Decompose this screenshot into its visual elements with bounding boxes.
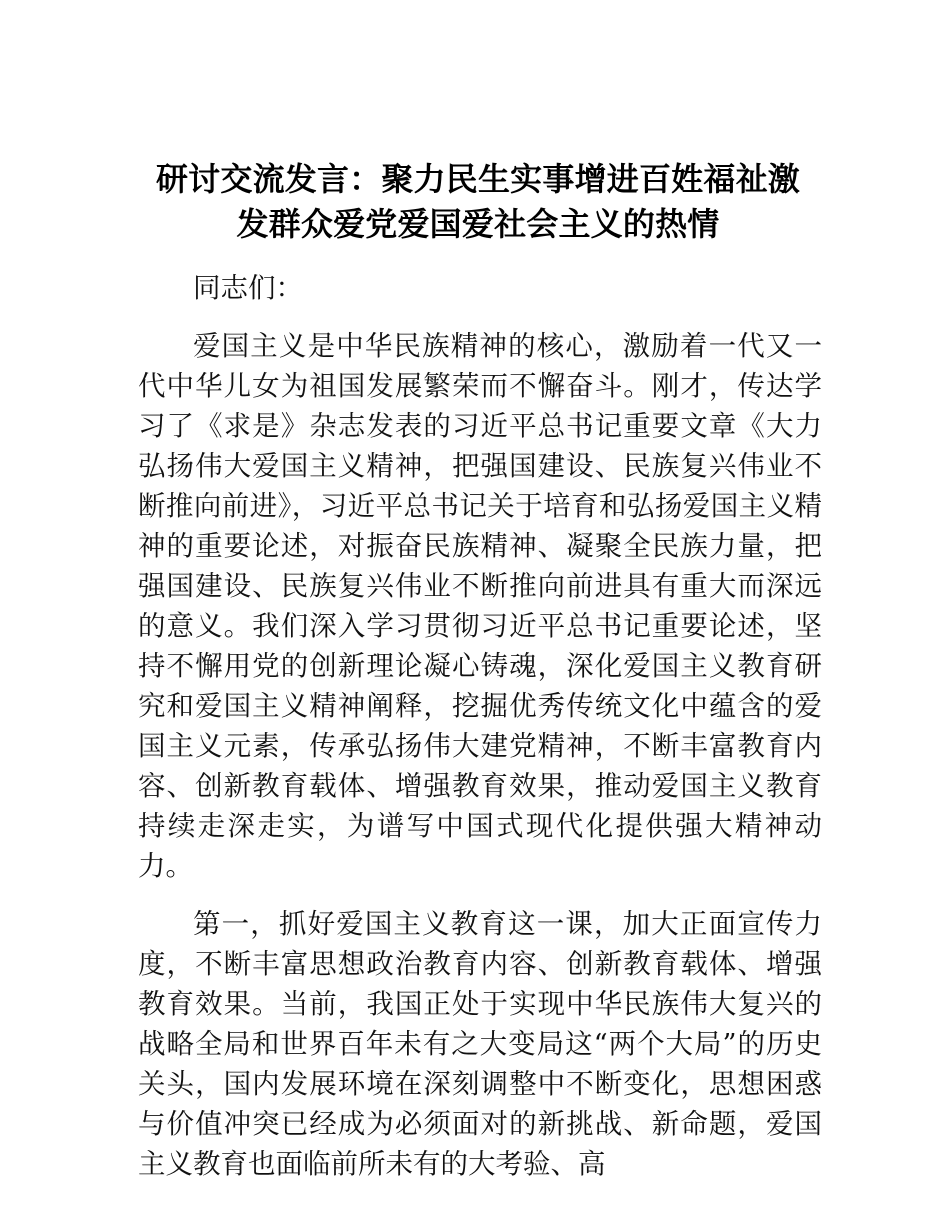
- page-title: [128, 157, 828, 247]
- body-paragraph-2: 第一，抓好爱国主义教育这一课，加大正面宣传力度，不断丰富思想政治教育内容、创新教育载体、增强教育效果。当前，我国正处于实现中华民族伟大复兴的战略全局和世界百年未有之大变局这“两个大局”的历史关头，国内发展环境在深刻调整中不断变化，思想困惑与价值冲突已经成为必须面对的新挑战、新命题，爱国主义教育也面临前所未有的大考验、高: [138, 908, 822, 1180]
- salutation: 同志们：: [193, 272, 303, 304]
- title-line-2: 发群众爱党爱国爱社会主义的热情: [236, 206, 720, 242]
- title-line-1: 研讨交流发言：聚力民生实事增进百姓福祉激: [155, 161, 800, 197]
- document-body: [138, 268, 822, 1184]
- body-paragraph-1: 爱国主义是中华民族精神的核心，激励着一代又一代中华儿女为祖国发展繁荣而不懈奋斗。刚才，传达学习了《求是》杂志发表的习近平总书记重要文章《大力弘扬伟大爱国主义精神，把强国建设、民族复兴伟业不断推向前进》，习近平总书记关于培育和弘扬爱国主义精神的重要论述，对振奋民族精神、凝聚全民族力量，把强国建设、民族复兴伟业不断推向前进具有重大而深远的意义。我们深入学习贯彻习近平总书记重要论述，坚持不懈用党的创新理论凝心铸魂，深化爱国主义教育研究和爱国主义精神阐释，挖掘优秀传统文化中蕴含的爱国主义元素，传承弘扬伟大建党精神，不断丰富教育内容、创新教育载体、增强教育效果，推动爱国主义教育持续走深走实，为谱写中国式现代化提供强大精神动力。: [138, 330, 822, 882]
